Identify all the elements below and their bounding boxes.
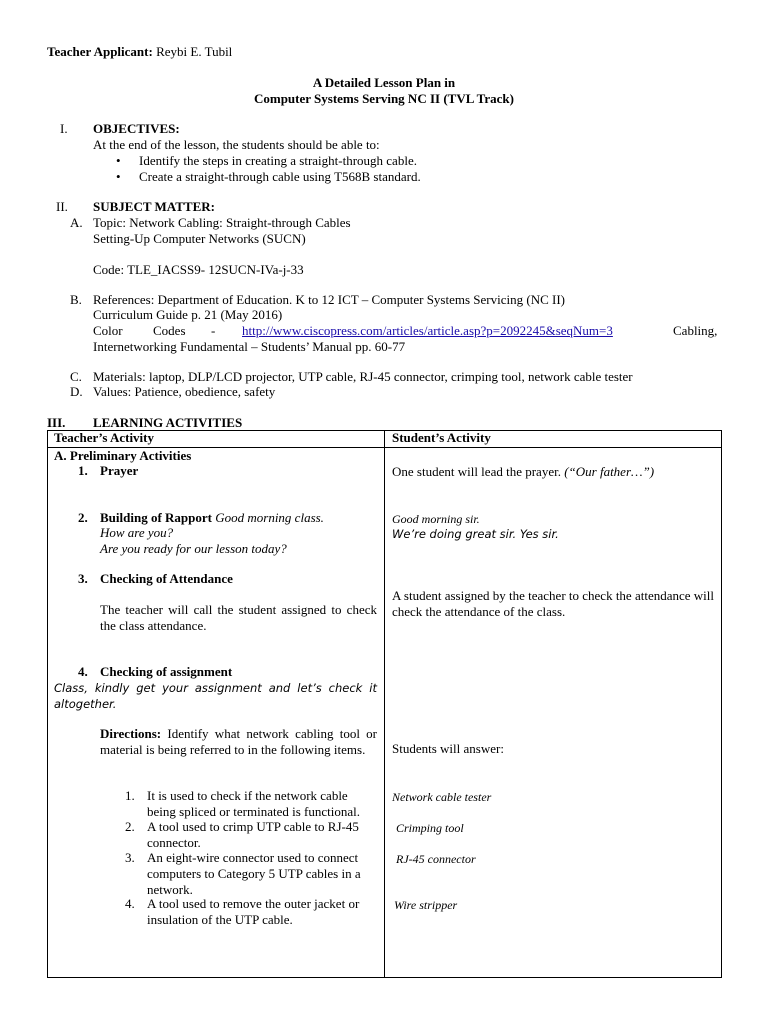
teacher-applicant-line [47, 44, 232, 60]
letter-c: C. [70, 369, 82, 384]
teacher-activity-cell [48, 448, 385, 978]
item-number: 1. [125, 788, 135, 803]
objectives-intro: At the end of the lesson, the students should be able to: [93, 137, 380, 152]
rapport-line-2: How are you? [100, 525, 174, 540]
answer-item: RJ-45 connector [396, 852, 476, 866]
item-number: 3. [125, 850, 135, 865]
student-column-header [385, 431, 722, 448]
references-line-2: Curriculum Guide p. 21 (May 2016) [93, 307, 283, 322]
objective-item: Create a straight-through cable using T568B standard. [139, 169, 421, 184]
item-number: 4. [125, 896, 135, 911]
topic-sub-line: Setting-Up Computer Networks (SUCN) [93, 231, 306, 246]
prayer-student-text: One student will lead the prayer. [392, 464, 561, 479]
applicant-label: Teacher Applicant: [47, 44, 153, 59]
rapport-number: 2. [78, 510, 88, 525]
item-question: A tool used to crimp UTP cable to RJ-45 connector. [147, 819, 359, 850]
ciscopress-link[interactable]: http://www.ciscopress.com/articles/article.asp?p=2092245&seqNum=3 [242, 323, 613, 338]
assignment-number: 4. [78, 664, 88, 679]
letter-d: D. [70, 384, 83, 399]
item-question: It is used to check if the network cable being spliced or terminated is functional. [147, 788, 360, 819]
references-cabling-word: Cabling, [673, 323, 718, 338]
rapport-line-3: Are you ready for our lesson today? [100, 541, 287, 556]
attendance-label: Checking of Attendance [100, 571, 233, 586]
item-question: A tool used to remove the outer jacket or insulation of the UTP cable. [147, 896, 360, 927]
prayer-student-line [392, 464, 654, 480]
bullet-icon: • [116, 153, 121, 168]
student-header-label: Student’s Activity [392, 430, 491, 445]
learning-numeral: III. [47, 415, 66, 430]
title-line-1: A Detailed Lesson Plan in [312, 75, 456, 90]
applicant-name: Reybi E. Tubil [156, 44, 233, 59]
prayer-student-quote: (“Our father…”) [564, 464, 655, 479]
directions-body: Identify what network cabling tool or material is being referred to in the following items. [100, 726, 378, 757]
materials-line: Materials: laptop, DLP/LCD projector, UTP cable, RJ-45 connector, crimping tool, network cable tester [93, 369, 633, 384]
references-dash: - [211, 323, 216, 338]
code-line: Code: TLE_IACSS9- 12SUCN-IVa-j-33 [93, 262, 304, 277]
rapport-heading-line [100, 510, 324, 526]
prayer-number: 1. [78, 463, 88, 478]
attendance-student-text: A student assigned by the teacher to check the attendance will check the attendance of the class. [392, 588, 714, 619]
learning-heading: LEARNING ACTIVITIES [93, 415, 243, 430]
subject-numeral: II. [56, 199, 68, 214]
bullet-icon: • [116, 169, 121, 184]
subject-heading: SUBJECT MATTER: [93, 199, 215, 214]
student-activity-cell [385, 448, 722, 978]
item-number: 2. [125, 819, 135, 834]
attendance-number: 3. [78, 571, 88, 586]
students-will-answer: Students will answer: [392, 741, 504, 756]
learning-activities-table [47, 430, 722, 978]
assignment-label: Checking of assignment [100, 664, 233, 679]
references-codes-word: Codes [153, 323, 186, 338]
references-color-word: Color [93, 323, 123, 338]
directions-label: Directions: [100, 726, 162, 741]
references-line-1: References: Department of Education. K to 12 ICT – Computer Systems Servicing (NC II) [93, 292, 565, 307]
answer-item: Wire stripper [394, 898, 458, 912]
assignment-instruction: Class, kindly get your assignment and let’s check it altogether. [54, 681, 377, 711]
answer-item: Network cable tester [392, 790, 492, 804]
teacher-header-label: Teacher’s Activity [54, 430, 155, 445]
rapport-student-line-1: Good morning sir. [392, 512, 480, 526]
letter-b: B. [70, 292, 82, 307]
rapport-student-line-2: We’re doing great sir. Yes sir. [392, 527, 559, 541]
rapport-label: Building of Rapport [100, 510, 212, 525]
prayer-label: Prayer [100, 463, 139, 478]
topic-line: Topic: Network Cabling: Straight-through Cables [93, 215, 351, 230]
rapport-greeting: Good morning class. [215, 510, 324, 525]
objectives-heading: OBJECTIVES: [93, 121, 180, 136]
rapport-line [78, 510, 88, 526]
objectives-numeral: I. [60, 121, 68, 136]
objective-item: Identify the steps in creating a straight-through cable. [139, 153, 417, 168]
answer-item: Crimping tool [396, 821, 464, 835]
directions-text [100, 726, 377, 758]
title-line-2: Computer Systems Serving NC II (TVL Track) [253, 91, 514, 106]
letter-a: A. [70, 215, 83, 230]
item-question: An eight-wire connector used to connect computers to Category 5 UTP cables in a network. [147, 850, 361, 897]
values-line: Values: Patience, obedience, safety [93, 384, 276, 399]
references-line-4: Internetworking Fundamental – Students’ Manual pp. 60-77 [93, 339, 406, 354]
teacher-column-header [48, 431, 385, 448]
attendance-teacher-text: The teacher will call the student assigned to check the class attendance. [100, 602, 377, 633]
preliminary-heading: A. Preliminary Activities [54, 448, 192, 463]
